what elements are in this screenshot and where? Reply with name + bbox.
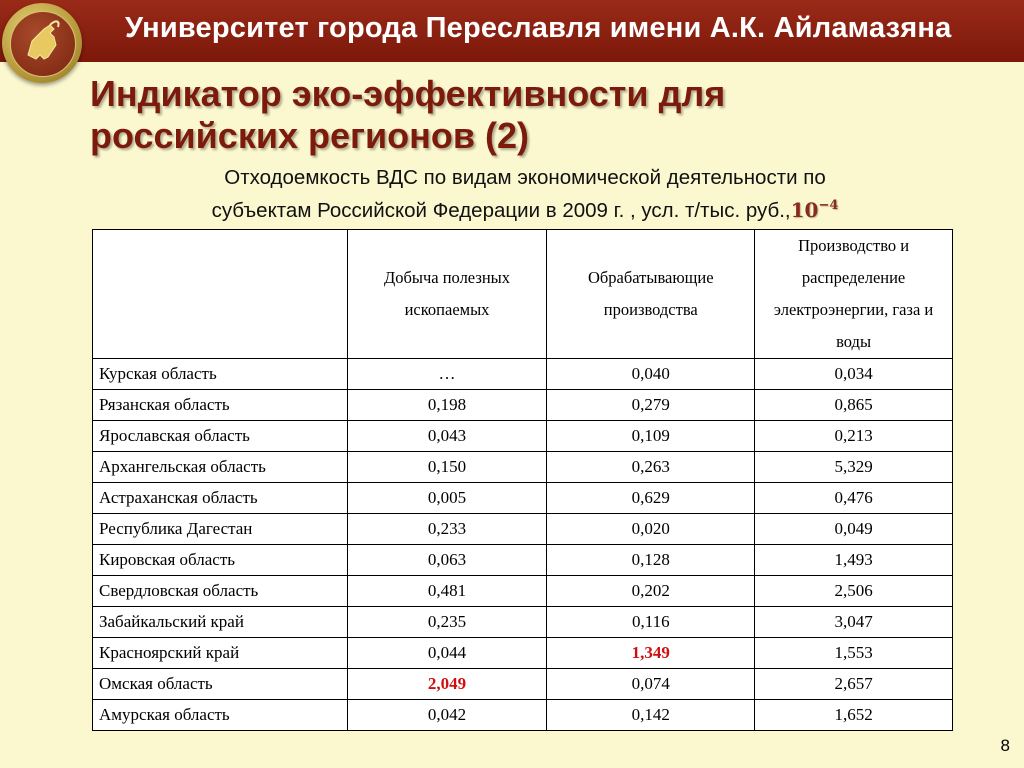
region-cell: Курская область [93,359,348,390]
eco-efficiency-table [92,229,953,731]
energy-cell: 0,213 [755,421,953,452]
energy-cell: 1,652 [755,700,953,731]
caption-line-2 [100,192,950,225]
energy-cell: 3,047 [755,607,953,638]
table-row [93,421,953,452]
manufacturing-cell: 0,128 [547,545,755,576]
header-title: Университет города Переславля имени А.К. Айламазяна [125,12,952,44]
table-row [93,483,953,514]
region-cell: Республика Дагестан [93,514,348,545]
region-cell: Астраханская область [93,483,348,514]
region-cell: Красноярский край [93,638,348,669]
header-cell-energy: Производство и распределение электроэнергии, газа и воды [755,230,953,359]
table-row [93,607,953,638]
energy-cell: 5,329 [755,452,953,483]
slide-title-line-2: российских регионов (2) [90,115,529,156]
table-header-row [93,230,953,359]
mining-cell: 0,233 [347,514,547,545]
caption-line-1: Отходоемкость ВДС по видам экономической деятельности по [224,166,826,189]
table-caption [100,164,950,225]
mining-cell: 0,198 [347,390,547,421]
manufacturing-cell: 0,109 [547,421,755,452]
caption-line-2-text: субъектам Российской Федерации в 2009 г. , усл. т/тыс. руб., [211,199,791,222]
mining-cell: 0,150 [347,452,547,483]
region-cell: Архангельская область [93,452,348,483]
region-cell: Свердловская область [93,576,348,607]
region-cell: Омская область [93,669,348,700]
university-logo [2,3,82,83]
mining-cell: 0,005 [347,483,547,514]
goat-emblem-icon [10,11,74,75]
manufacturing-cell: 0,629 [547,483,755,514]
mining-cell: 0,063 [347,545,547,576]
manufacturing-cell: 0,142 [547,700,755,731]
energy-cell: 2,506 [755,576,953,607]
energy-cell: 0,049 [755,514,953,545]
exponent-power: −4 [818,198,839,213]
mining-cell: 0,235 [347,607,547,638]
slide-title-line-1: Индикатор эко-эффективности для [90,73,726,114]
table-row [93,700,953,731]
table-row [93,514,953,545]
table-row [93,638,953,669]
region-cell: Рязанская область [93,390,348,421]
exponent-base: 10 [790,198,819,222]
manufacturing-cell: 0,116 [547,607,755,638]
table-body [93,359,953,731]
table-row [93,669,953,700]
mining-cell: 0,044 [347,638,547,669]
mining-cell: … [347,359,547,390]
header-bar [0,0,1024,62]
energy-cell: 1,493 [755,545,953,576]
page-number: 8 [1000,736,1010,755]
region-cell: Ярославская область [93,421,348,452]
header-cell-manufacturing: Обрабатывающие производства [547,230,755,359]
manufacturing-cell: 0,263 [547,452,755,483]
energy-cell: 2,657 [755,669,953,700]
region-cell: Кировская область [93,545,348,576]
header-cell-mining: Добыча полезных ископаемых [347,230,547,359]
manufacturing-cell: 1,349 [547,638,755,669]
manufacturing-cell: 0,202 [547,576,755,607]
mining-cell: 0,481 [347,576,547,607]
table-row [93,545,953,576]
mining-cell: 0,042 [347,700,547,731]
manufacturing-cell: 0,074 [547,669,755,700]
slide-title [90,73,990,157]
region-cell: Забайкальский край [93,607,348,638]
mining-cell: 0,043 [347,421,547,452]
header-cell-region [93,230,348,359]
region-cell: Амурская область [93,700,348,731]
manufacturing-cell: 0,279 [547,390,755,421]
table-row [93,452,953,483]
energy-cell: 1,553 [755,638,953,669]
manufacturing-cell: 0,020 [547,514,755,545]
energy-cell: 0,476 [755,483,953,514]
table-row [93,359,953,390]
manufacturing-cell: 0,040 [547,359,755,390]
table-row [93,576,953,607]
mining-cell: 2,049 [347,669,547,700]
table-row [93,390,953,421]
unit-exponent [791,198,839,222]
energy-cell: 0,034 [755,359,953,390]
energy-cell: 0,865 [755,390,953,421]
